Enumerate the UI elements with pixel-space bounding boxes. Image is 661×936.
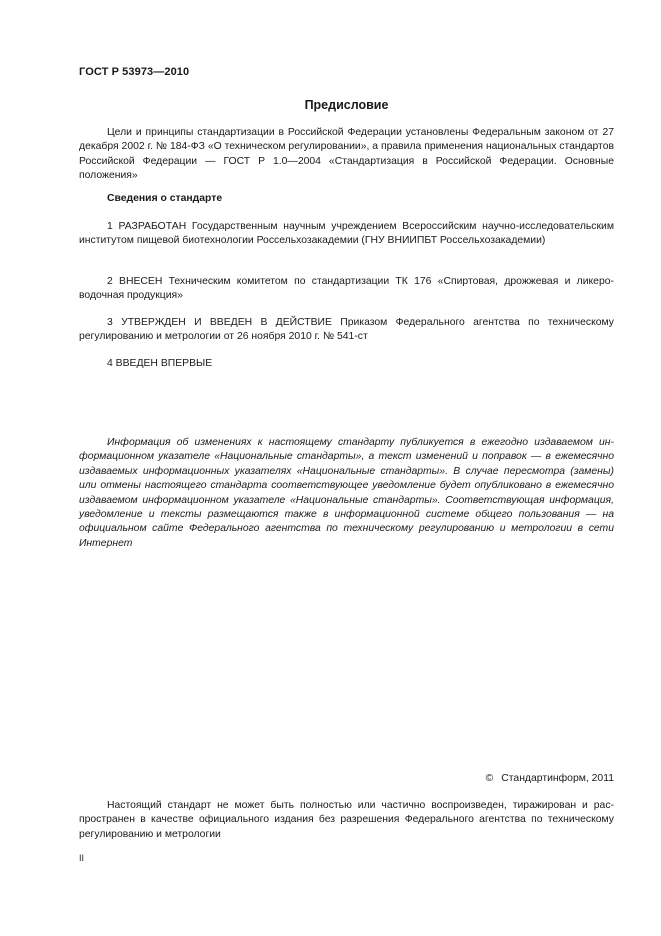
copyright-text: Стандартинформ, 2011 bbox=[501, 773, 614, 784]
standard-code-header: ГОСТ Р 53973—2010 bbox=[79, 66, 190, 78]
copyright-symbol: © bbox=[485, 773, 494, 784]
page-number: II bbox=[79, 853, 85, 863]
copyright-line bbox=[486, 773, 614, 784]
preface-intro-paragraph: Цели и принципы стандартизации в Российской Федерации установлены Федеральным законом от 27 декабря 2002 г. № 184-ФЗ «О техническом регулировании», а правила применения национальных стандартов Российской Федерации — ГОСТ Р 1.0—2004 «Стандартизация в Российской Федерации. Основные положения» bbox=[79, 127, 614, 182]
standard-info-heading: Сведения о стандарте bbox=[107, 193, 223, 204]
info-item-first-introduced: 4 ВВЕДЕН ВПЕРВЫЕ bbox=[107, 358, 213, 369]
reproduction-notice-paragraph: Настоящий стандарт не может быть полностью или частично воспроизведен, тиражирован и распространен в качестве официального издания без разрешения Федерального агентства по техническому регулированию и метрологии bbox=[79, 800, 614, 840]
changes-notice-paragraph: Информация об изменениях к настоящему стандарту публикуется в ежегодно издаваемом информационном указателе «Национальные стандарты», а текст изменений и поправок — в ежемесячно издаваемых информационных указателях «Национальные стандарты». В случае пересмотра (замены) или отмены настоящего стандарта соответствующее уведомление будет опубликовано в ежемесячно издаваемом информационном указателе «Национальные стандарты». Соответствующая информация, уведомление и тексты размещаются также в информационной системе общего пользования — на официальном сайте Федерального агентства по техническому регулированию и метрологии в сети Интернет bbox=[79, 437, 614, 549]
page-title: Предисловие bbox=[304, 98, 389, 112]
info-item-introduced: 2 ВНЕСЕН Техническим комитетом по стандартизации ТК 176 «Спиртовая, дрожжевая и ликероводочная продукция» bbox=[79, 276, 614, 302]
info-item-approved: 3 УТВЕРЖДЕН И ВВЕДЕН В ДЕЙСТВИЕ Приказом Федерального агентства по техническому регулированию и метрологии от 26 ноября 2010 г. № 541-ст bbox=[79, 317, 614, 343]
info-item-developed: 1 РАЗРАБОТАН Государственным научным учреждением Всероссийским научно-исследовательским институтом пищевой биотехнологии Россельхозакадемии (ГНУ ВНИИПБТ Россельхозакадемии) bbox=[79, 221, 614, 247]
